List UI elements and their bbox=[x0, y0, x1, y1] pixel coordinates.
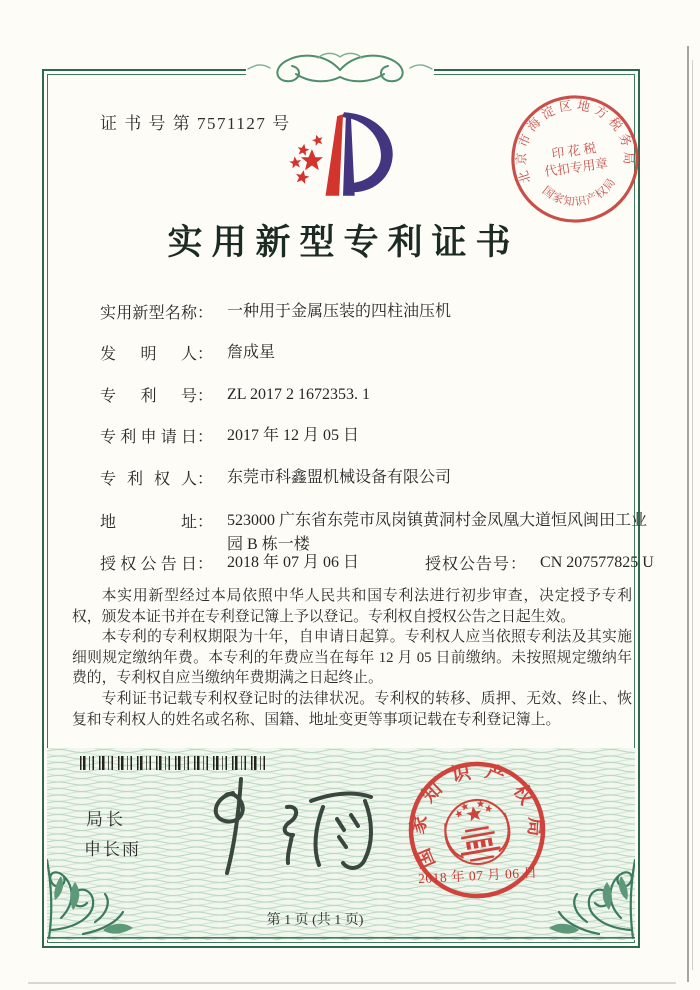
field-colon: ： bbox=[510, 556, 527, 573]
field-colon: ： bbox=[197, 305, 214, 322]
logo-p-stem bbox=[343, 114, 355, 196]
field-row-name bbox=[100, 300, 451, 324]
field-row-address bbox=[100, 509, 647, 557]
director-signature bbox=[195, 773, 380, 881]
field-label: 授权公告日 bbox=[100, 556, 197, 573]
stamp-center-line1: 印 花 税 bbox=[550, 141, 598, 162]
logo-red-wedge bbox=[326, 114, 343, 196]
seal-arc-text: 国家知识产权局 bbox=[407, 760, 546, 871]
stamp-center-line2: 代扣专用章 bbox=[543, 156, 609, 180]
field-row-inventor bbox=[100, 341, 275, 365]
field-value: 2017 年 12 月 05 日 bbox=[227, 427, 360, 444]
seal-date: 2018 年 07 月 06 日 bbox=[417, 864, 538, 887]
field-label: 授权公告号 bbox=[425, 556, 511, 573]
field-label: 发明人 bbox=[100, 346, 197, 363]
certificate-number: 证 书 号 第 7571127 号 bbox=[100, 114, 291, 133]
field-value: 詹成星 bbox=[227, 344, 276, 361]
stamp-arc-top-text: 北京市海淀区地方税务局 bbox=[514, 98, 636, 186]
stamp-arc-bottom-text: 国家知识产权局 bbox=[539, 176, 619, 209]
legal-text-block bbox=[72, 586, 632, 730]
field-label: 实用新型名称 bbox=[100, 305, 197, 322]
field-row-patentee bbox=[100, 466, 451, 490]
field-row-grant-no bbox=[425, 551, 654, 575]
paragraph-term: 本专利的专利权期限为十年，自申请日起算。专利权人应当依照专利法及其实施细则规定缴纳年费。本专利的年费应当在每年 12 月 05 日前缴纳。未按照规定缴纳年费的，专利权自应当缴纳年费期满之日起终止。 bbox=[72, 629, 632, 687]
tax-stamp-seal bbox=[497, 81, 653, 237]
director-name: 申长雨 bbox=[84, 840, 141, 859]
scan-edge-right-soft bbox=[692, 60, 693, 970]
field-colon: ： bbox=[197, 471, 214, 488]
director-title: 局长 bbox=[86, 810, 126, 829]
national-emblem-icon bbox=[440, 795, 514, 869]
svg-text:国家知识产权局 bbox=[539, 174, 622, 213]
paragraph-register: 专利证书记载专利权登记时的法律状况。专利权的转移、质押、无效、终止、恢复和专利权人的姓名或名称、国籍、地址变更等事项记载在专利登记簿上。 bbox=[72, 690, 632, 728]
scan-edge-bottom bbox=[28, 982, 676, 984]
barcode bbox=[80, 756, 266, 770]
field-value: 东莞市科鑫盟机械设备有限公司 bbox=[227, 469, 452, 486]
field-value: 一种用于金属压装的四柱油压机 bbox=[227, 303, 452, 320]
page-title: 实用新型专利证书 bbox=[167, 223, 520, 262]
field-value: CN 207577825 U bbox=[540, 554, 654, 571]
field-row-patent-no bbox=[100, 383, 370, 407]
field-value: 523000 广东省东莞市凤岗镇黄洞村金凤凰大道恒风闽田工业园 B 栋一楼 bbox=[227, 512, 648, 553]
scan-edge-right bbox=[687, 46, 689, 982]
field-label: 地址 bbox=[100, 514, 197, 531]
field-row-filing-date bbox=[100, 424, 359, 448]
field-value: ZL 2017 2 1672353. 1 bbox=[227, 386, 370, 403]
patent-logo-icon bbox=[276, 105, 412, 205]
page-footer: 第 1 页 (共 1 页) bbox=[266, 913, 364, 928]
field-value: 2018 年 07 月 06 日 bbox=[227, 554, 360, 571]
field-label: 专利权人 bbox=[100, 471, 197, 488]
field-colon: ： bbox=[197, 346, 214, 363]
field-label: 专利号 bbox=[100, 388, 197, 405]
field-colon: ： bbox=[197, 429, 214, 446]
field-label: 专利申请日 bbox=[100, 429, 197, 446]
field-row-grant-date bbox=[100, 551, 359, 575]
paragraph-grant: 本实用新型经过本局依照中华人民共和国专利法进行初步审查，决定授予专利权，颁发本证书并在专利登记簿上予以登记。专利权自授权公告之日起生效。 bbox=[72, 588, 632, 625]
field-colon: ： bbox=[197, 388, 214, 405]
field-colon: ： bbox=[197, 556, 214, 573]
top-ornament-icon bbox=[230, 44, 450, 94]
field-colon: ： bbox=[197, 514, 214, 531]
logo-stars-icon bbox=[289, 133, 325, 184]
